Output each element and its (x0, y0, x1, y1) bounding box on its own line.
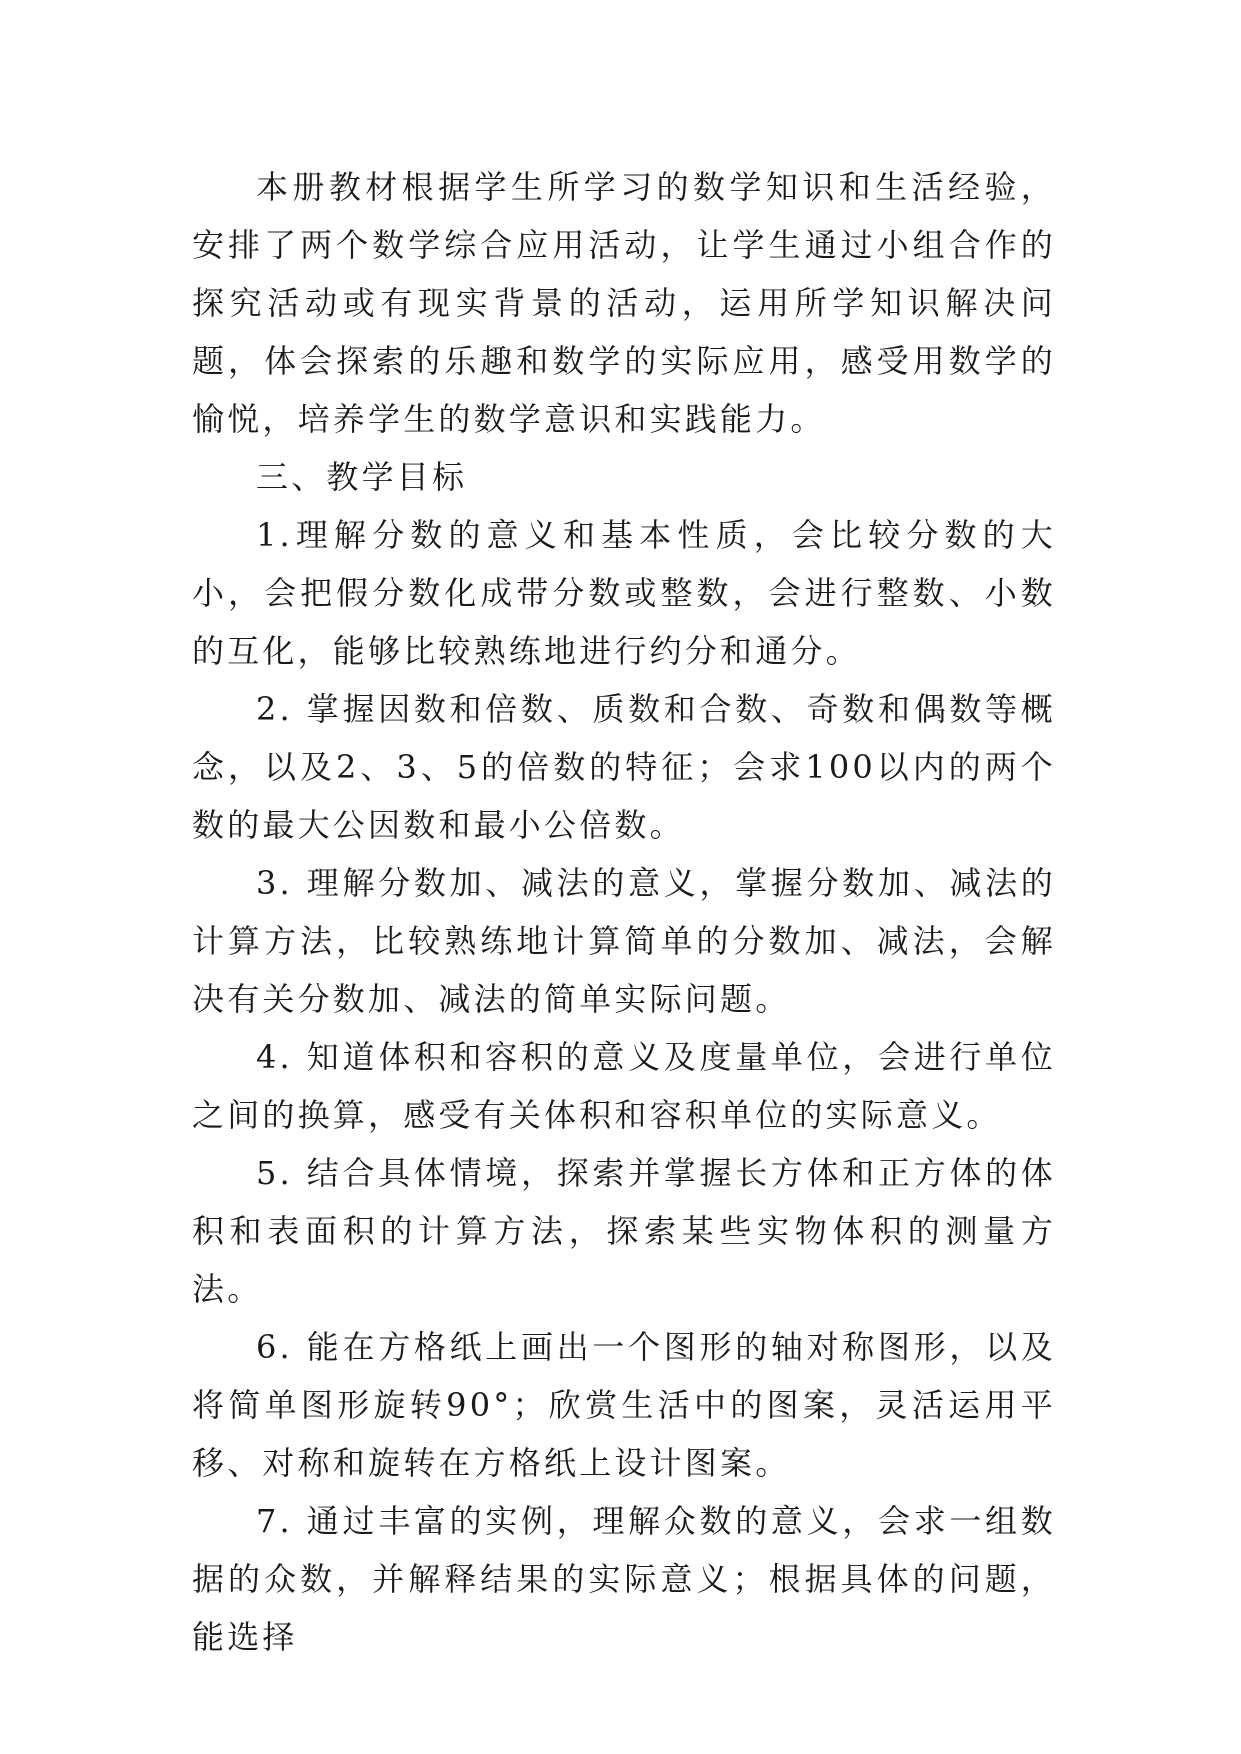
goal-item-6: 6. 能在方格纸上画出一个图形的轴对称图形，以及将简单图形旋转90°；欣赏生活中的图案，灵活运用平移、对称和旋转在方格纸上设计图案。 (192, 1328, 1056, 1482)
goal-item-3: 3. 理解分数加、减法的意义，掌握分数加、减法的计算方法，比较熟练地计算简单的分数加、减法，会解决有关分数加、减法的简单实际问题。 (192, 864, 1056, 1018)
goal-item-4: 4. 知道体积和容积的意义及度量单位，会进行单位之间的换算，感受有关体积和容积单位的实际意义。 (192, 1038, 1056, 1134)
section-heading-teaching-goals: 三、教学目标 (256, 458, 468, 496)
paragraph-activities: 本册教材根据学生所学习的数学知识和生活经验，安排了两个数学综合应用活动，让学生通过小组合作的探究活动或有现实背景的活动，运用所学知识解决问题，体会探索的乐趣和数学的实际应用，感受用数学的愉悦，培养学生的数学意识和实践能力。 (192, 168, 1056, 438)
goal-item-7: 7. 通过丰富的实例，理解众数的意义，会求一组数据的众数，并解释结果的实际意义；根据具体的问题，能选择 (192, 1502, 1056, 1656)
body-text (192, 158, 1056, 1666)
goal-item-2: 2. 掌握因数和倍数、质数和合数、奇数和偶数等概念，以及2、3、5的倍数的特征；会求100以内的两个数的最大公因数和最小公倍数。 (192, 690, 1056, 844)
goal-item-5: 5. 结合具体情境，探索并掌握长方体和正方体的体积和表面积的计算方法，探索某些实物体积的测量方法。 (192, 1154, 1056, 1308)
goal-item-1: 1.理解分数的意义和基本性质，会比较分数的大小，会把假分数化成带分数或整数，会进行整数、小数的互化，能够比较熟练地进行约分和通分。 (192, 516, 1056, 670)
